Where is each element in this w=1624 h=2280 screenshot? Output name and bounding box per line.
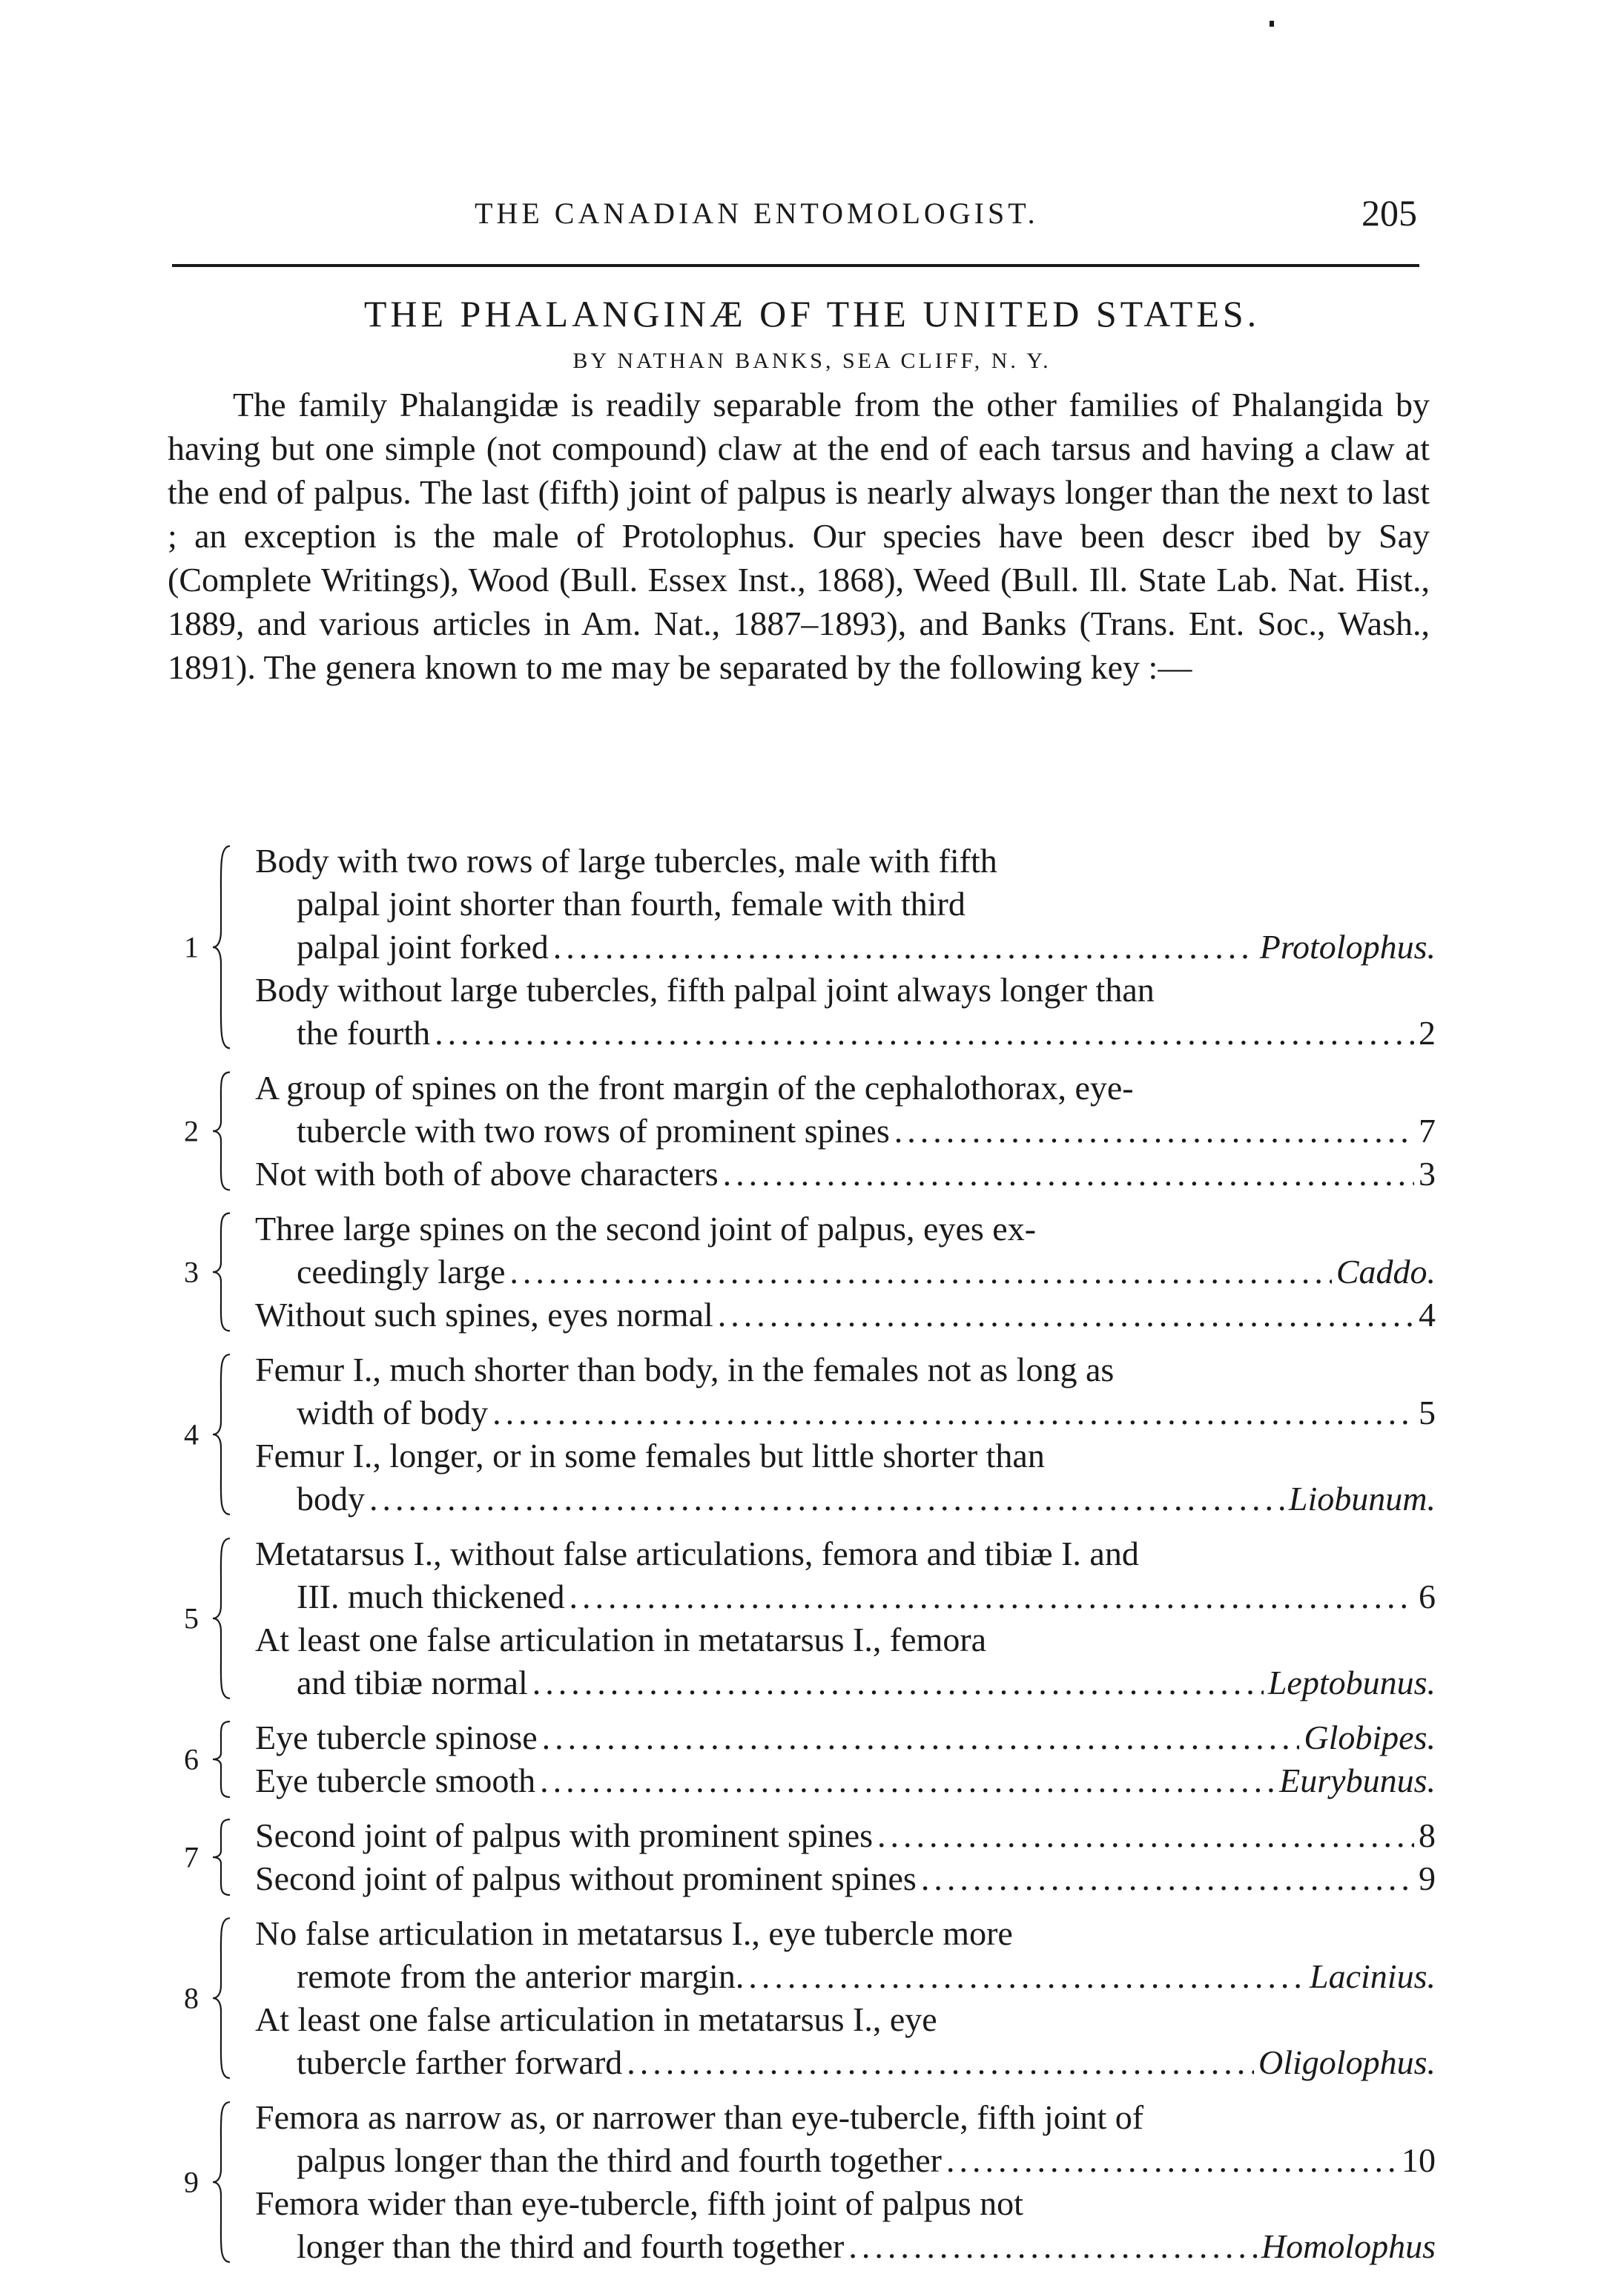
leader-dots: [553, 926, 1255, 969]
lead-text: Femora as narrow as, or narrower than eye-tubercle, fifth joint of: [255, 2098, 1144, 2136]
leader-dots: [369, 1477, 1284, 1520]
couplet-reference: 3: [1419, 1155, 1436, 1193]
lead-text: Second joint of palpus with prominent spines: [255, 1816, 874, 1854]
lead-line: [255, 926, 1436, 969]
curly-brace: [211, 1721, 233, 1798]
couplet-number: 3: [184, 1255, 199, 1289]
genus-name: Leptobunus.: [1267, 1664, 1436, 1701]
couplet-number: 1: [184, 930, 199, 964]
lead-text: and tibiæ normal: [297, 1664, 528, 1701]
leader-dots: [718, 1294, 1414, 1337]
genus-name: Eurybunus.: [1279, 1762, 1436, 1799]
couplet-reference: 4: [1419, 1296, 1436, 1334]
lead-text: width of body: [297, 1394, 489, 1431]
lead-text: At least one false articulation in metatarsus I., eye: [255, 2000, 937, 2038]
couplet-number: 2: [184, 1114, 199, 1148]
lead-line: [255, 2096, 1436, 2139]
key-lead: [255, 1067, 1436, 1153]
key-lead: [255, 1207, 1436, 1294]
key-lead: [255, 969, 1436, 1055]
key-lead: [255, 1153, 1436, 1196]
couplet-reference: 6: [1419, 1578, 1436, 1615]
lead-line: [255, 1532, 1436, 1575]
lead-text: palpal joint forked: [297, 928, 549, 966]
leader-dots: [532, 1661, 1264, 1704]
lead-line: [255, 2225, 1436, 2268]
lead-text: No false articulation in metatarsus I., eye tubercle more: [255, 1914, 1013, 1952]
lead-line: [255, 1759, 1436, 1802]
lead-line: [255, 1434, 1436, 1477]
lead-line: [255, 2139, 1436, 2182]
lead-text: Eye tubercle spinose: [255, 1719, 538, 1756]
lead-line: [255, 840, 1436, 883]
lead-text: Femur I., much shorter than body, in the females not as long as: [255, 1351, 1115, 1388]
lead-line: [255, 2182, 1436, 2225]
lead-line: [255, 1716, 1436, 1759]
lead-line: [255, 1998, 1436, 2041]
couplet-reference: 5: [1419, 1394, 1436, 1431]
key-lead: [255, 1294, 1436, 1337]
couplet-number: 5: [184, 1601, 199, 1635]
leader-dots: [894, 1110, 1414, 1153]
leader-dots: [569, 1575, 1414, 1618]
key-couplet: [168, 1348, 1436, 1520]
lead-text: palpus longer than the third and fourth together: [297, 2141, 942, 2179]
genera-key: [168, 840, 1436, 2280]
lead-text: longer than the third and fourth together: [297, 2227, 845, 2265]
lead-line: [255, 1857, 1436, 1900]
couplet-number: 4: [184, 1417, 199, 1452]
leader-dots: [877, 1814, 1414, 1857]
key-lead: [255, 2096, 1436, 2182]
key-lead: [255, 1434, 1436, 1520]
lead-text: body: [297, 1480, 365, 1518]
curly-brace: [211, 2101, 233, 2264]
lead-text: Three large spines on the second joint of palpus, eyes ex-: [255, 1210, 1037, 1248]
lead-line: [255, 1955, 1436, 1998]
key-lead: [255, 1532, 1436, 1618]
running-head: THE CANADIAN ENTOMOLOGIST.: [475, 197, 1039, 230]
lead-text: ceedingly large: [297, 1253, 506, 1291]
leader-dots: [492, 1391, 1414, 1434]
leader-dots: [748, 1955, 1305, 1998]
leader-dots: [542, 1716, 1300, 1759]
lead-line: [255, 1661, 1436, 1704]
key-couplet: [168, 2096, 1436, 2268]
curly-brace: [211, 1537, 233, 1700]
couplet-reference: 8: [1419, 1816, 1436, 1854]
key-couplet: [168, 1912, 1436, 2084]
key-lead: [255, 1857, 1436, 1900]
lead-line: [255, 883, 1436, 926]
lead-line: [255, 1251, 1436, 1294]
lead-line: [255, 2041, 1436, 2084]
page-header: [0, 191, 1624, 251]
couplet-reference: 2: [1419, 1014, 1436, 1052]
lead-line: [255, 969, 1436, 1012]
lead-text: Eye tubercle smooth: [255, 1762, 536, 1799]
key-couplet: [168, 1207, 1436, 1337]
article-title: THE PHALANGINÆ OF THE UNITED STATES.: [363, 293, 1261, 335]
key-lead: [255, 1912, 1436, 1998]
couplet-reference: 7: [1419, 1112, 1436, 1150]
lead-line: [255, 1294, 1436, 1337]
article-byline: BY NATHAN BANKS, SEA CLIFF, N. Y.: [572, 349, 1052, 373]
lead-line: [255, 1814, 1436, 1857]
lead-line: [255, 1153, 1436, 1196]
lead-line: [255, 1348, 1436, 1391]
page-number: 205: [1361, 192, 1417, 234]
couplet-reference: 10: [1402, 2141, 1436, 2179]
key-lead: [255, 1998, 1436, 2084]
curly-brace: [211, 844, 233, 1050]
leader-dots: [848, 2225, 1257, 2268]
curly-brace: [211, 1353, 233, 1516]
genus-name: Globipes.: [1304, 1719, 1436, 1756]
lead-text: Body with two rows of large tubercles, male with fifth: [255, 842, 997, 880]
intro-text: The family Phalangidæ is readily separable from the other families of Phalangida by having but one simple (not compound) claw at the end of each tarsus and having a claw at the end of palpus. The last (fifth) joint of palpus is nearly always longer than the next to last ; an exception is the male of Protolophus. Our species have been descr ibed by Say (Complete Writings), Wood (Bull. Essex Inst., 1868), Weed (Bull. Ill. State Lab. Nat. Hist., 1889, and various articles in Am. Nat., 1887–1893), and Banks (Trans. Ent. Soc., Wash., 1891). The genera known to me may be separated by the following key :—: [168, 386, 1430, 686]
key-couplet: [168, 1716, 1436, 1802]
leader-dots: [921, 1857, 1414, 1900]
key-lead: [255, 1348, 1436, 1434]
leader-dots: [946, 2139, 1397, 2182]
curly-brace: [211, 1917, 233, 2080]
lead-line: [255, 1575, 1436, 1618]
leader-dots: [540, 1759, 1275, 1802]
leader-dots: [723, 1153, 1414, 1196]
key-lead: [255, 2182, 1436, 2268]
lead-text: Metatarsus I., without false articulations, femora and tibiæ I. and: [255, 1535, 1139, 1572]
couplet-reference: 9: [1419, 1859, 1436, 1897]
key-couplet: [168, 1067, 1436, 1196]
couplet-number: 9: [184, 2165, 199, 2199]
key-lead: [255, 1716, 1436, 1759]
key-couplet: [168, 1814, 1436, 1900]
lead-text: palpal joint shorter than fourth, female with third: [297, 885, 966, 923]
lead-line: [255, 1207, 1436, 1251]
stray-mark: [1270, 21, 1274, 27]
key-couplet: [168, 840, 1436, 1055]
lead-text: Not with both of above characters: [255, 1155, 719, 1193]
genus-name: Protolophus.: [1259, 928, 1436, 966]
couplet-number: 6: [184, 1742, 199, 1776]
lead-text: the fourth: [297, 1014, 431, 1052]
lead-text: III. much thickened: [297, 1578, 565, 1615]
key-couplet: [168, 1532, 1436, 1704]
lead-text: Second joint of palpus without prominent spines: [255, 1859, 917, 1897]
lead-line: [255, 1391, 1436, 1434]
header-rule: [172, 264, 1419, 267]
curly-brace: [211, 1212, 233, 1332]
lead-text: remote from the anterior margin.: [297, 1957, 745, 1995]
genus-name: Homolophus: [1261, 2227, 1436, 2265]
lead-text: A group of spines on the front margin of the cephalothorax, eye-: [255, 1069, 1134, 1107]
key-lead: [255, 1618, 1436, 1704]
lead-text: Without such spines, eyes normal: [255, 1296, 713, 1334]
key-lead: [255, 840, 1436, 969]
genus-name: Caddo.: [1336, 1253, 1436, 1291]
lead-line: [255, 1110, 1436, 1153]
couplet-number: 7: [184, 1840, 199, 1874]
lead-line: [255, 1912, 1436, 1955]
key-lead: [255, 1814, 1436, 1857]
genus-name: Liobunum.: [1288, 1480, 1436, 1518]
leader-dots: [509, 1251, 1331, 1294]
genus-name: Lacinius.: [1310, 1957, 1436, 1995]
couplet-number: 8: [184, 1981, 199, 2015]
lead-text: tubercle farther forward: [297, 2043, 623, 2081]
genus-name: Oligolophus.: [1258, 2043, 1436, 2081]
lead-text: Femur I., longer, or in some females but little shorter than: [255, 1437, 1045, 1475]
leader-dots: [435, 1012, 1414, 1055]
lead-line: [255, 1618, 1436, 1661]
intro-paragraph: [168, 383, 1430, 689]
lead-text: Femora wider than eye-tubercle, fifth joint of palpus not: [255, 2184, 1023, 2222]
curly-brace: [211, 1071, 233, 1191]
lead-line: [255, 1012, 1436, 1055]
lead-text: tubercle with two rows of prominent spines: [297, 1112, 890, 1150]
curly-brace: [211, 1819, 233, 1896]
leader-dots: [627, 2041, 1254, 2084]
lead-line: [255, 1477, 1436, 1520]
lead-text: Body without large tubercles, fifth palpal joint always longer than: [255, 971, 1155, 1009]
lead-line: [255, 1067, 1436, 1110]
key-lead: [255, 1759, 1436, 1802]
lead-text: At least one false articulation in metatarsus I., femora: [255, 1621, 987, 1658]
